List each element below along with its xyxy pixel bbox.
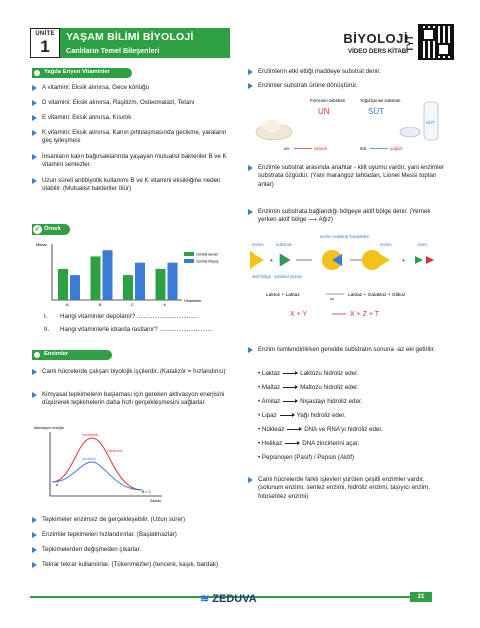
brand-logo-icon: ≋ bbox=[200, 593, 213, 605]
bullet-dot-icon: • bbox=[258, 454, 262, 461]
arrow-icon bbox=[283, 401, 297, 402]
milk-input-label: süt bbox=[360, 146, 366, 151]
enzyme-action: Nişastayı hidroliz eder. bbox=[300, 398, 363, 405]
list-item-text: Tekrar tekrar kullanılırlar. (Tükenmezler) (tencere, kaşık, bardak) bbox=[42, 561, 219, 568]
bars-group bbox=[58, 250, 178, 307]
legend-swatch-need bbox=[184, 259, 194, 263]
triangle-bullet-icon bbox=[32, 562, 37, 568]
list-item-text: Tepkimelerden değişmeden çıkarlar. bbox=[42, 546, 142, 553]
enzyme-action: DNA zincirlerini açar. bbox=[302, 440, 360, 447]
flour-substrate-text: UN bbox=[318, 107, 330, 116]
bullet-dot-icon: • bbox=[258, 370, 262, 377]
legend-swatch-taken bbox=[184, 252, 194, 256]
legend-label-need: Günlük ihtiyaç bbox=[196, 259, 219, 264]
bullet-dot-icon: • bbox=[258, 440, 262, 447]
y-axis-label: Aktivasyon enerjisi bbox=[34, 426, 64, 430]
y-axis-label: Miktar bbox=[36, 242, 47, 247]
active-site-label: aktif bölge bbox=[252, 274, 272, 279]
list-item-text: Enzim isimlendirilirken genelde substratın sonuna -az eki getirilir. bbox=[258, 346, 436, 353]
enzyme-name: Pepsinojen (Pasif) / Pepsin (Aktif) bbox=[261, 454, 355, 461]
list-item bbox=[32, 516, 232, 524]
list-item-text: Kimyasal tepkimelerin başlaması için gereken aktivasyon enerjisini düşürerek tepkimelerin daha hızlı gerçekleşmesini sağlarlar. bbox=[42, 391, 225, 407]
enzyme-action: Laktozu hidroliz eder. bbox=[300, 370, 359, 377]
triangle-bullet-icon bbox=[248, 477, 253, 483]
enzymeless-label: (enzimsiz) bbox=[82, 433, 99, 437]
plus-sign: + bbox=[402, 258, 405, 264]
unit-label: ÜNİTE bbox=[35, 31, 55, 37]
book-title-sub: VİDEO DERS KİTABI bbox=[347, 47, 408, 55]
list-item-text: Enzimler substratı ürüne dönüştürür. bbox=[258, 82, 358, 89]
point-a-label: A bbox=[56, 483, 59, 487]
question-1 bbox=[44, 313, 197, 321]
triangle-bullet-icon bbox=[32, 154, 37, 160]
point-bc-label: B + C bbox=[142, 490, 152, 494]
enzyme-label-2: enzim bbox=[380, 242, 392, 247]
formula-right: X + Z + T bbox=[350, 311, 380, 318]
equation-water: su bbox=[330, 297, 334, 301]
bar bbox=[168, 263, 178, 300]
substrate-illustration bbox=[250, 96, 450, 158]
enzyme-naming-row bbox=[258, 412, 346, 420]
substrate-label: substrat bbox=[276, 242, 292, 247]
triangle-bullet-icon bbox=[32, 369, 37, 375]
bullet-dot-icon bbox=[34, 352, 40, 358]
list-item bbox=[32, 129, 232, 146]
book-title bbox=[318, 30, 408, 58]
triangle-bullet-icon bbox=[32, 392, 37, 398]
enzyme-name: Amilaz bbox=[261, 398, 281, 405]
flour-input-label: un bbox=[284, 146, 289, 151]
product-icon bbox=[426, 256, 434, 264]
list-item-text: Enzimlerin etki ettiği maddeye substrat denir. bbox=[258, 68, 381, 75]
list-item-text: A vitamini: Eksik alınırsa, Gece körlüğü bbox=[42, 84, 149, 91]
list-item bbox=[32, 153, 232, 170]
section-heading-text: Yağda Eriyen Vitaminler bbox=[44, 69, 110, 75]
product-icon bbox=[415, 256, 423, 264]
section-heading-vitamins bbox=[32, 68, 132, 78]
list-item-text: D vitamini: Eksik alınırsa, Raşitizm, Osteomalazi, Tetani bbox=[42, 99, 195, 106]
list-item bbox=[32, 368, 232, 376]
triangle-bullet-icon bbox=[32, 517, 37, 523]
chapter-banner bbox=[60, 28, 230, 58]
list-item-text: İnsanların kalın bağırsaklarında yaşayan mutualist bakteriler B ve K vitamini sentezler. bbox=[42, 153, 227, 169]
brand-name: ZEDUVA bbox=[212, 593, 257, 605]
enzyme-name: Nükleaz bbox=[261, 426, 285, 433]
list-item-text: Enzimle substrat arasında anahtar - kilit uyumu vardır, yani enzimler substrata özgüdür. (Yani marangoz tahtadan, Lionel Messi toptan anlar) bbox=[258, 164, 445, 188]
x-tick-label: B bbox=[98, 302, 102, 307]
chapter-title: YAŞAM BİLİMİ BİYOLOJİ bbox=[66, 31, 194, 43]
flour-icon bbox=[262, 120, 282, 132]
enzyme-naming-row bbox=[258, 454, 354, 462]
arrow-icon bbox=[287, 429, 301, 430]
substrate-icon bbox=[280, 254, 290, 266]
enzyme-naming-row bbox=[258, 384, 359, 392]
list-item bbox=[248, 346, 448, 354]
question-2 bbox=[44, 326, 213, 334]
triangle-bullet-icon bbox=[32, 115, 37, 121]
list-item-text: K vitamini: Eksik alınırsa, Kanın pıhtılaşmasında gecikme, yaraların geç iyileşmesi bbox=[42, 129, 227, 145]
enzyme-name: Lipaz bbox=[261, 412, 277, 419]
bar bbox=[58, 269, 68, 300]
list-item bbox=[248, 68, 448, 76]
yogurt-bowl-icon bbox=[400, 127, 420, 137]
triangle-bullet-icon bbox=[32, 178, 37, 184]
enzyme-label: (enzimli) bbox=[82, 457, 96, 461]
bottle-label: SÜT bbox=[426, 120, 435, 125]
list-item bbox=[32, 546, 232, 554]
question-number: II. bbox=[44, 326, 50, 333]
complex-label: enzim substrat kompleksi bbox=[320, 234, 370, 239]
yogurt-product-label: yoğurt bbox=[390, 146, 403, 151]
yogurt-substrate-label: Yoğurtçunun substratı bbox=[360, 98, 401, 103]
list-item bbox=[248, 164, 448, 189]
enzyme-name: Laktaz bbox=[261, 370, 281, 377]
bullet-dot-icon: • bbox=[258, 398, 262, 405]
list-item-text: Enzimin substrata bağlandığı bölgeye aktif bölge denir. (Yemek yerken aktif bölge ⟶ Ağız) bbox=[258, 208, 431, 224]
enzyme-label: enzim bbox=[252, 242, 264, 247]
enzyme-action: DNA ve RNA'yı hidroliz eder. bbox=[304, 426, 383, 433]
bar bbox=[123, 275, 133, 300]
triangle-bullet-icon bbox=[32, 532, 37, 538]
milk-substrate-text: SÜT bbox=[368, 107, 384, 116]
activation-energy-chart bbox=[32, 424, 172, 504]
question-text: Hangi vitaminler depolanır? ................................... bbox=[60, 313, 198, 320]
triangle-bullet-icon bbox=[248, 347, 253, 353]
arrow-icon bbox=[285, 443, 299, 444]
enzyme-naming-row bbox=[258, 370, 359, 378]
bar bbox=[156, 269, 166, 300]
exam-label: TYT bbox=[405, 35, 415, 53]
arrow-icon bbox=[283, 387, 297, 388]
book-title-main: BİYOLOJİ bbox=[343, 31, 408, 46]
arrow-icon bbox=[280, 415, 294, 416]
x-axis-label: Vitaminler bbox=[184, 298, 202, 303]
vitamin-bar-chart bbox=[32, 240, 232, 310]
enzyme-pacman-icon bbox=[250, 250, 264, 270]
list-item bbox=[32, 114, 232, 122]
unit-box bbox=[30, 28, 60, 58]
question-number: I. bbox=[44, 313, 48, 320]
section-heading-text: Enzimler bbox=[44, 351, 69, 357]
enzyme-action: Yağı hidroliz eder. bbox=[296, 412, 346, 419]
bar bbox=[70, 275, 80, 300]
bullet-dot-icon: • bbox=[258, 426, 262, 433]
list-item-text: Canlı hücrelerde farklı işlevleri yürüten çeşitli enzimler vardır. (solunum enzimi, sentez enzimi, hidroliz enzimi, taşıyıcı enzim, fotosentez enzimi) bbox=[258, 476, 430, 500]
plus-sign: + bbox=[270, 258, 273, 264]
example-label-text: Örnek bbox=[44, 226, 61, 232]
enzyme-naming-row bbox=[258, 440, 359, 448]
list-item-text: Enzimler tepkimeleri hızlandırırlar. (Başlatmazlar) bbox=[42, 531, 177, 538]
enzyme-naming-row bbox=[258, 398, 362, 406]
enzyme-substrate-diagram bbox=[250, 232, 450, 322]
bar bbox=[135, 263, 145, 300]
bullet-dot-icon: • bbox=[258, 412, 262, 419]
list-item bbox=[32, 177, 232, 194]
list-item bbox=[32, 561, 232, 569]
brand-logo bbox=[200, 592, 300, 606]
triangle-bullet-icon bbox=[248, 209, 253, 215]
energy-difference-label: enerji farkı bbox=[107, 449, 123, 453]
equation-left: Laktoz + Laktaz bbox=[266, 293, 300, 298]
x-tick-label: C bbox=[131, 302, 134, 307]
list-item bbox=[32, 84, 232, 92]
bar bbox=[103, 250, 113, 300]
equation-right: Laktaz + Galaktoz + Glikoz bbox=[348, 293, 406, 298]
formula-left: X + Y bbox=[290, 311, 308, 318]
arrow-icon bbox=[283, 373, 297, 374]
substrate-surface-label: substrat yüzeyi bbox=[274, 274, 302, 279]
product-label: ürün bbox=[418, 242, 427, 247]
list-item-text: Canlı hücrelerde çalışan biyolojik işçilerdir. (Katalizör = hızlandırıcı) bbox=[42, 368, 226, 375]
triangle-bullet-icon bbox=[32, 100, 37, 106]
legend-label-taken: Günlük alınan bbox=[196, 252, 219, 257]
list-item-text: Uzun süreli antibiyotik kullanımı B ve K vitamini eksikliğine neden olabilir. (Mutualist bakteriler ölür) bbox=[42, 177, 221, 193]
list-item bbox=[248, 476, 448, 501]
example-label bbox=[32, 224, 70, 235]
x-tick-label: K bbox=[163, 302, 167, 307]
list-item bbox=[32, 391, 232, 408]
bullet-dot-icon bbox=[34, 70, 40, 76]
x-axis-label: Zaman bbox=[150, 499, 162, 503]
triangle-bullet-icon bbox=[32, 130, 37, 136]
list-item bbox=[32, 531, 232, 539]
x-tick-label: A bbox=[66, 302, 69, 307]
enzyme-pacman-icon bbox=[362, 250, 390, 270]
chapter-subtitle: Canlıların Temel Bileşenleri bbox=[66, 46, 160, 56]
question-text: Hangi vitaminlerle idrarda rastlanır? ............................... bbox=[60, 326, 213, 333]
list-item-text: E vitamini: Eksik alınırsa, Kısırlık bbox=[42, 114, 132, 121]
triangle-bullet-icon bbox=[248, 69, 253, 75]
unit-number: 1 bbox=[40, 37, 50, 57]
list-item bbox=[248, 208, 448, 225]
bar bbox=[91, 256, 101, 300]
bullet-dot-icon: • bbox=[258, 384, 262, 391]
triangle-bullet-icon bbox=[248, 165, 253, 171]
list-item bbox=[248, 82, 448, 90]
check-icon: ✓ bbox=[34, 226, 41, 233]
enzyme-action: Maltozu hidroliz eder. bbox=[300, 384, 359, 391]
baker-substrate-label: Fırıncının substratı bbox=[310, 98, 345, 103]
triangle-bullet-icon bbox=[248, 83, 253, 89]
list-item bbox=[32, 99, 232, 107]
list-item-text: Tepkimeler enzimsiz de gerçekleşebilir. (Uzun sürer) bbox=[42, 516, 186, 523]
page-number: 21 bbox=[410, 592, 432, 602]
enzyme-naming-row bbox=[258, 426, 383, 434]
triangle-bullet-icon bbox=[32, 547, 37, 553]
bread-product-label: ekmek bbox=[314, 146, 327, 151]
qr-code-icon[interactable] bbox=[418, 24, 454, 60]
enzyme-name: Maltaz bbox=[261, 384, 281, 391]
enzyme-name: Helikaz bbox=[261, 440, 283, 447]
triangle-bullet-icon bbox=[32, 85, 37, 91]
section-heading-enzymes bbox=[32, 350, 112, 360]
